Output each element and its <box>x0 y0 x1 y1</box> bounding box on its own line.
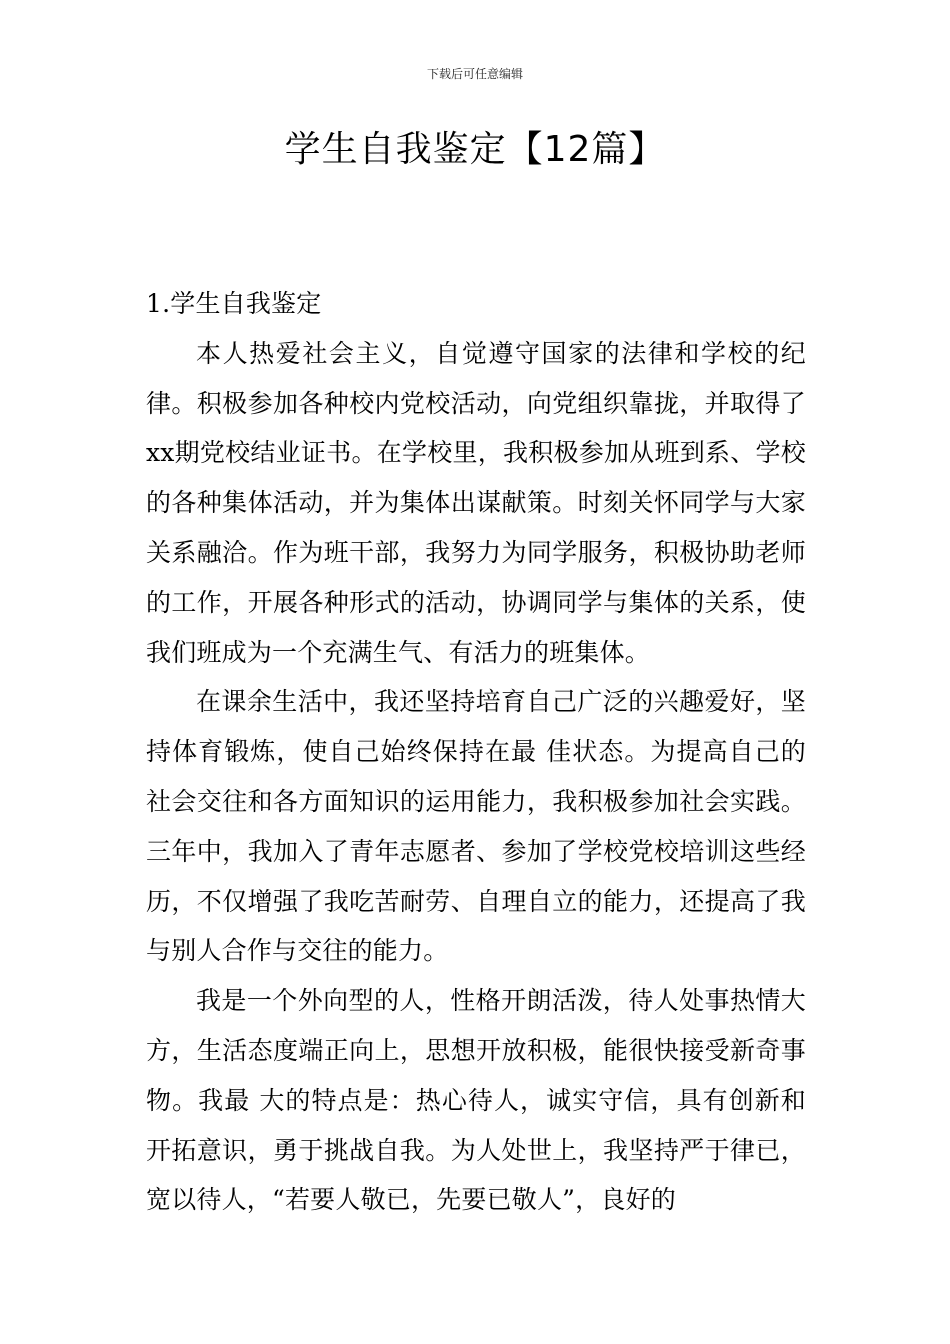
document-title: 学生自我鉴定【12篇】 <box>284 129 666 170</box>
header-note: 下载后可任意编辑 <box>426 67 523 81</box>
section-heading: 1.学生自我鉴定 <box>146 289 322 318</box>
document-body <box>146 279 806 1225</box>
paragraph-1: 本人热爱社会主义，自觉遵守国家的法律和学校的纪律。积极参加各种校内党校活动，向党组织靠拢，并取得了xx期党校结业证书。在学校里，我积极参加从班到系、学校的各种集体活动，并为集体出谋献策。时刻关怀同学与大家关系融洽。作为班干部，我努力为同学服务，积极协助老师的工作，开展各种形式的活动，协调同学与集体的关系，使我们班成为一个充满生气、有活力的班集体。 <box>146 338 806 667</box>
paragraph-3: 我是一个外向型的人，性格开朗活泼，待人处事热情大方，生活态度端正向上，思想开放积极，能很快接受新奇事物。我最 大的特点是：热心待人，诚实守信，具有创新和开拓意识，勇于挑战自我。为人处世上，我坚持严于律已，宽以待人，“若要人敬已，先要已敬人”，良好的 <box>146 986 806 1215</box>
paragraph-2: 在课余生活中，我还坚持培育自己广泛的兴趣爱好，坚持体育锻炼，使自己始终保持在最 佳状态。为提高自己的社会交往和各方面知识的运用能力，我积极参加社会实践。三年中，我加入了青年志愿者、参加了学校党校培训这些经历，不仅增强了我吃苦耐劳、自理自立的能力，还提高了我与别人合作与交往的能力。 <box>146 687 806 966</box>
